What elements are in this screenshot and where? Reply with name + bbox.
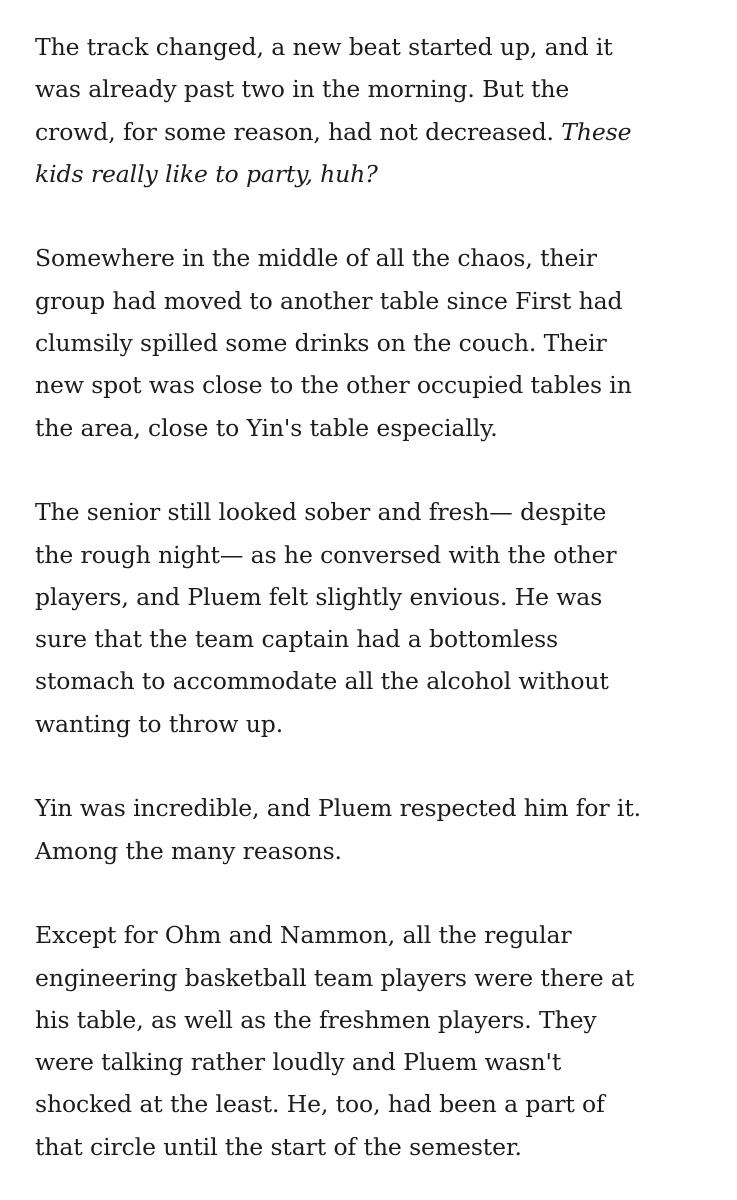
text-line: his table, as well as the freshmen players. They	[35, 1005, 597, 1034]
text-line: Among the many reasons.	[35, 836, 342, 865]
paragraph	[35, 787, 725, 872]
text-line: were talking rather loudly and Pluem wasn't	[35, 1048, 562, 1077]
text-line: sure that the team captain had a bottomless	[35, 625, 559, 654]
text-line: the rough night— as he conversed with the other	[35, 540, 617, 569]
text-run: crowd, for some reason, had not decreased.	[35, 117, 562, 146]
italic-text: These	[561, 117, 632, 146]
text-line	[35, 111, 725, 153]
text-line: engineering basketball team players were there at	[35, 963, 635, 992]
text-line: stomach to accommodate all the alcohol without	[35, 667, 609, 696]
paragraph	[35, 237, 725, 448]
paragraph	[35, 26, 725, 195]
text-line: The track changed, a new beat started up, and it	[35, 33, 613, 61]
text-line: wanting to throw up.	[35, 709, 284, 738]
text-line: Except for Ohm and Nammon, all the regular	[35, 921, 572, 950]
paragraph	[35, 491, 725, 745]
paragraph	[35, 914, 725, 1168]
italic-text: kids really like to party, huh?	[35, 159, 378, 188]
text-line: Yin was incredible, and Pluem respected him for it.	[35, 794, 642, 823]
text-line: clumsily spilled some drinks on the couch. Their	[35, 329, 607, 358]
text-line: that circle until the start of the semester.	[35, 1132, 522, 1161]
text-line: new spot was close to the other occupied tables in	[35, 371, 632, 400]
article-body	[35, 26, 725, 1168]
text-line: players, and Pluem felt slightly envious. He was	[35, 582, 603, 611]
text-line: shocked at the least. He, too, had been a part of	[35, 1090, 605, 1119]
text-line: the area, close to Yin's table especially.	[35, 413, 498, 442]
text-line	[35, 153, 725, 195]
text-line: The senior still looked sober and fresh— despite	[35, 498, 607, 527]
text-line: Somewhere in the middle of all the chaos, their	[35, 244, 597, 273]
text-line: was already past two in the morning. But the	[35, 75, 570, 104]
text-line: group had moved to another table since First had	[35, 286, 623, 315]
